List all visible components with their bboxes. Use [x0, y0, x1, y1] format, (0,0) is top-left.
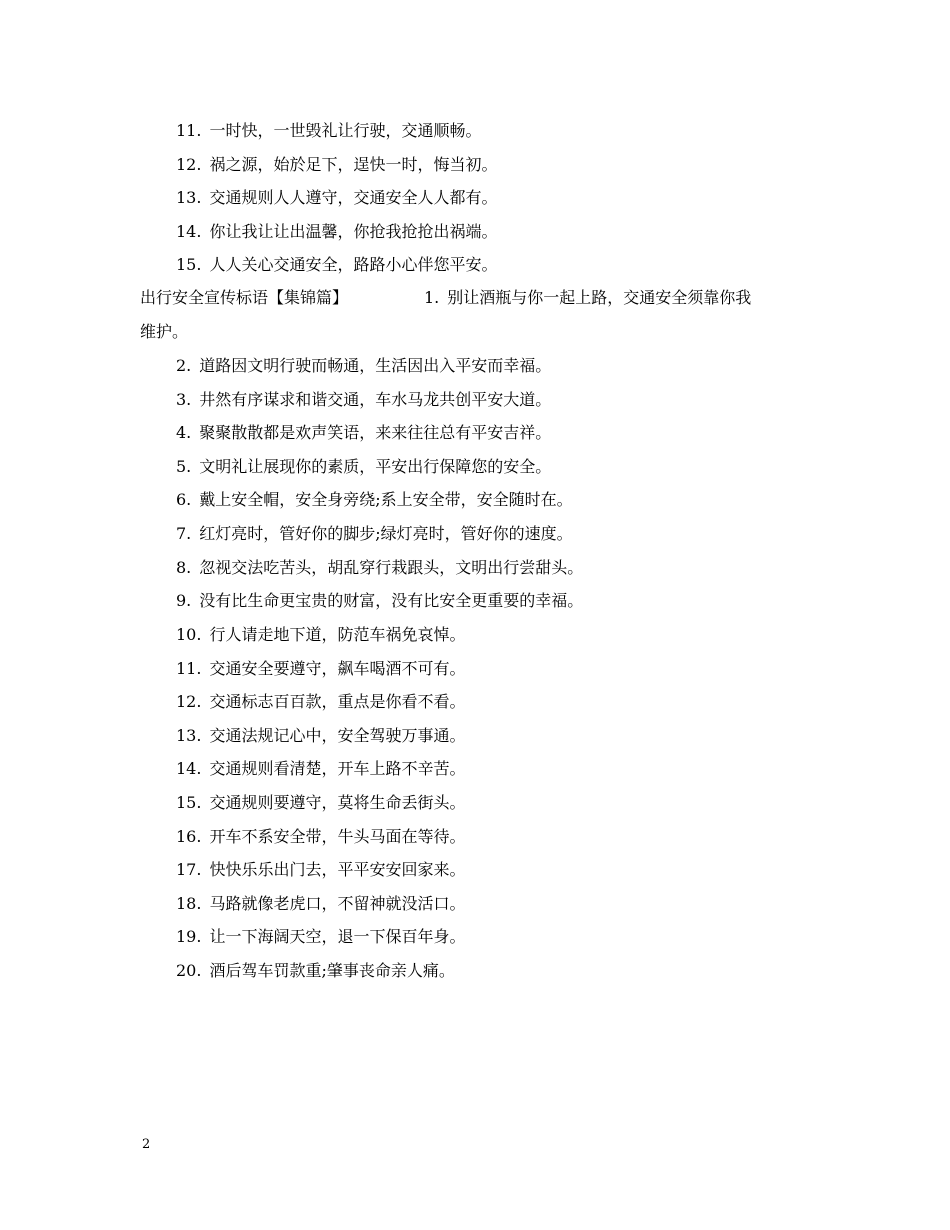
list-item: [176, 692, 465, 712]
list-item: [176, 726, 465, 746]
item-text: 交通规则要遵守，莫将生命丢街头。: [209, 793, 466, 812]
item-number: 13.: [176, 726, 202, 745]
list-item: [176, 423, 551, 443]
item-number: 11.: [176, 659, 202, 678]
item-number: 1.: [424, 288, 440, 307]
item-text: 别让酒瓶与你一起上路，交通安全须靠你我: [447, 288, 752, 307]
item-number: 20.: [176, 961, 202, 980]
list-item: [176, 457, 551, 477]
item-text: 交通法规记心中，安全驾驶万事通。: [209, 726, 466, 745]
item-continuation: 维护。: [140, 322, 189, 341]
list-item: [176, 927, 465, 947]
item-text: 没有比生命更宝贵的财富，没有比安全更重要的幸福。: [199, 591, 584, 610]
item-number: 5.: [176, 457, 192, 476]
item-number: 6.: [176, 490, 192, 509]
item-number: 15.: [176, 255, 202, 274]
list-item: [176, 255, 497, 275]
item-text: 红灯亮时，管好你的脚步;绿灯亮时，管好你的速度。: [199, 524, 573, 543]
item-number: 16.: [176, 827, 202, 846]
item-text: 忽视交法吃苦头，胡乱穿行栽跟头，文明出行尝甜头。: [199, 558, 584, 577]
list-item: [176, 188, 497, 208]
item-text: 快快乐乐出门去，平平安安回家来。: [209, 860, 466, 879]
item-number: 18.: [176, 894, 202, 913]
list-item: [176, 591, 583, 611]
list-item: [176, 524, 573, 544]
item-text: 文明礼让展现你的素质，平安出行保障您的安全。: [199, 457, 552, 476]
list-item: [176, 356, 551, 376]
item-number: 11.: [176, 121, 202, 140]
item-text: 一时快，一世毁礼让行驶，交通顺畅。: [209, 121, 482, 140]
item-text: 祸之源，始於足下，逞快一时，悔当初。: [209, 155, 498, 174]
item-text: 行人请走地下道，防范车祸免哀悼。: [209, 625, 466, 644]
item-text: 你让我让让出温馨，你抢我抢抢出祸端。: [209, 222, 498, 241]
item-text: 让一下海阔天空，退一下保百年身。: [209, 927, 466, 946]
list-item: [176, 894, 465, 914]
item-text: 交通标志百百款，重点是你看不看。: [209, 692, 466, 711]
item-text: 交通规则看清楚，开车上路不辛苦。: [209, 759, 466, 778]
item-number: 2.: [176, 356, 192, 375]
item-text: 开车不系安全带，牛头马面在等待。: [209, 827, 466, 846]
list-item: [176, 659, 465, 679]
item-text: 人人关心交通安全，路路小心伴您平安。: [209, 255, 498, 274]
item-number: 12.: [176, 692, 202, 711]
item-number: 8.: [176, 558, 192, 577]
list-item: [176, 860, 465, 880]
item-text: 马路就像老虎口，不留神就没活口。: [209, 894, 466, 913]
item-number: 15.: [176, 793, 202, 812]
list-item: [176, 155, 497, 175]
item-number: 9.: [176, 591, 192, 610]
section-heading-line: [140, 288, 751, 308]
item-number: 4.: [176, 423, 192, 442]
list-item: [176, 558, 583, 578]
item-number: 10.: [176, 625, 202, 644]
item-text: 聚聚散散都是欢声笑语，来来往往总有平安吉祥。: [199, 423, 552, 442]
section-title: 出行安全宣传标语【集锦篇】: [140, 288, 349, 307]
item-number: 19.: [176, 927, 202, 946]
item-number: 14.: [176, 759, 202, 778]
item-text: 井然有序谋求和谐交通，车水马龙共创平安大道。: [199, 390, 552, 409]
list-item: [176, 390, 551, 410]
page-number: 2: [142, 1137, 151, 1152]
item-number: 14.: [176, 222, 202, 241]
item-number: 17.: [176, 860, 202, 879]
list-item: [176, 222, 497, 242]
list-item: [176, 625, 465, 645]
item-number: 3.: [176, 390, 192, 409]
item-text: 交通规则人人遵守，交通安全人人都有。: [209, 188, 498, 207]
list-item: [176, 961, 455, 981]
list-item: [176, 121, 481, 141]
item-number: 7.: [176, 524, 192, 543]
list-item: [176, 793, 465, 813]
list-item: [176, 490, 573, 510]
item-number: 12.: [176, 155, 202, 174]
item-text: 戴上安全帽，安全身旁绕;系上安全带，安全随时在。: [199, 490, 573, 509]
item-text: 交通安全要遵守，飙车喝酒不可有。: [209, 659, 466, 678]
list-item: [176, 827, 465, 847]
item-text: 道路因文明行驶而畅通，生活因出入平安而幸福。: [199, 356, 552, 375]
item-text: 酒后驾车罚款重;肇事丧命亲人痛。: [209, 961, 455, 980]
list-item: [176, 759, 465, 779]
item-number: 13.: [176, 188, 202, 207]
